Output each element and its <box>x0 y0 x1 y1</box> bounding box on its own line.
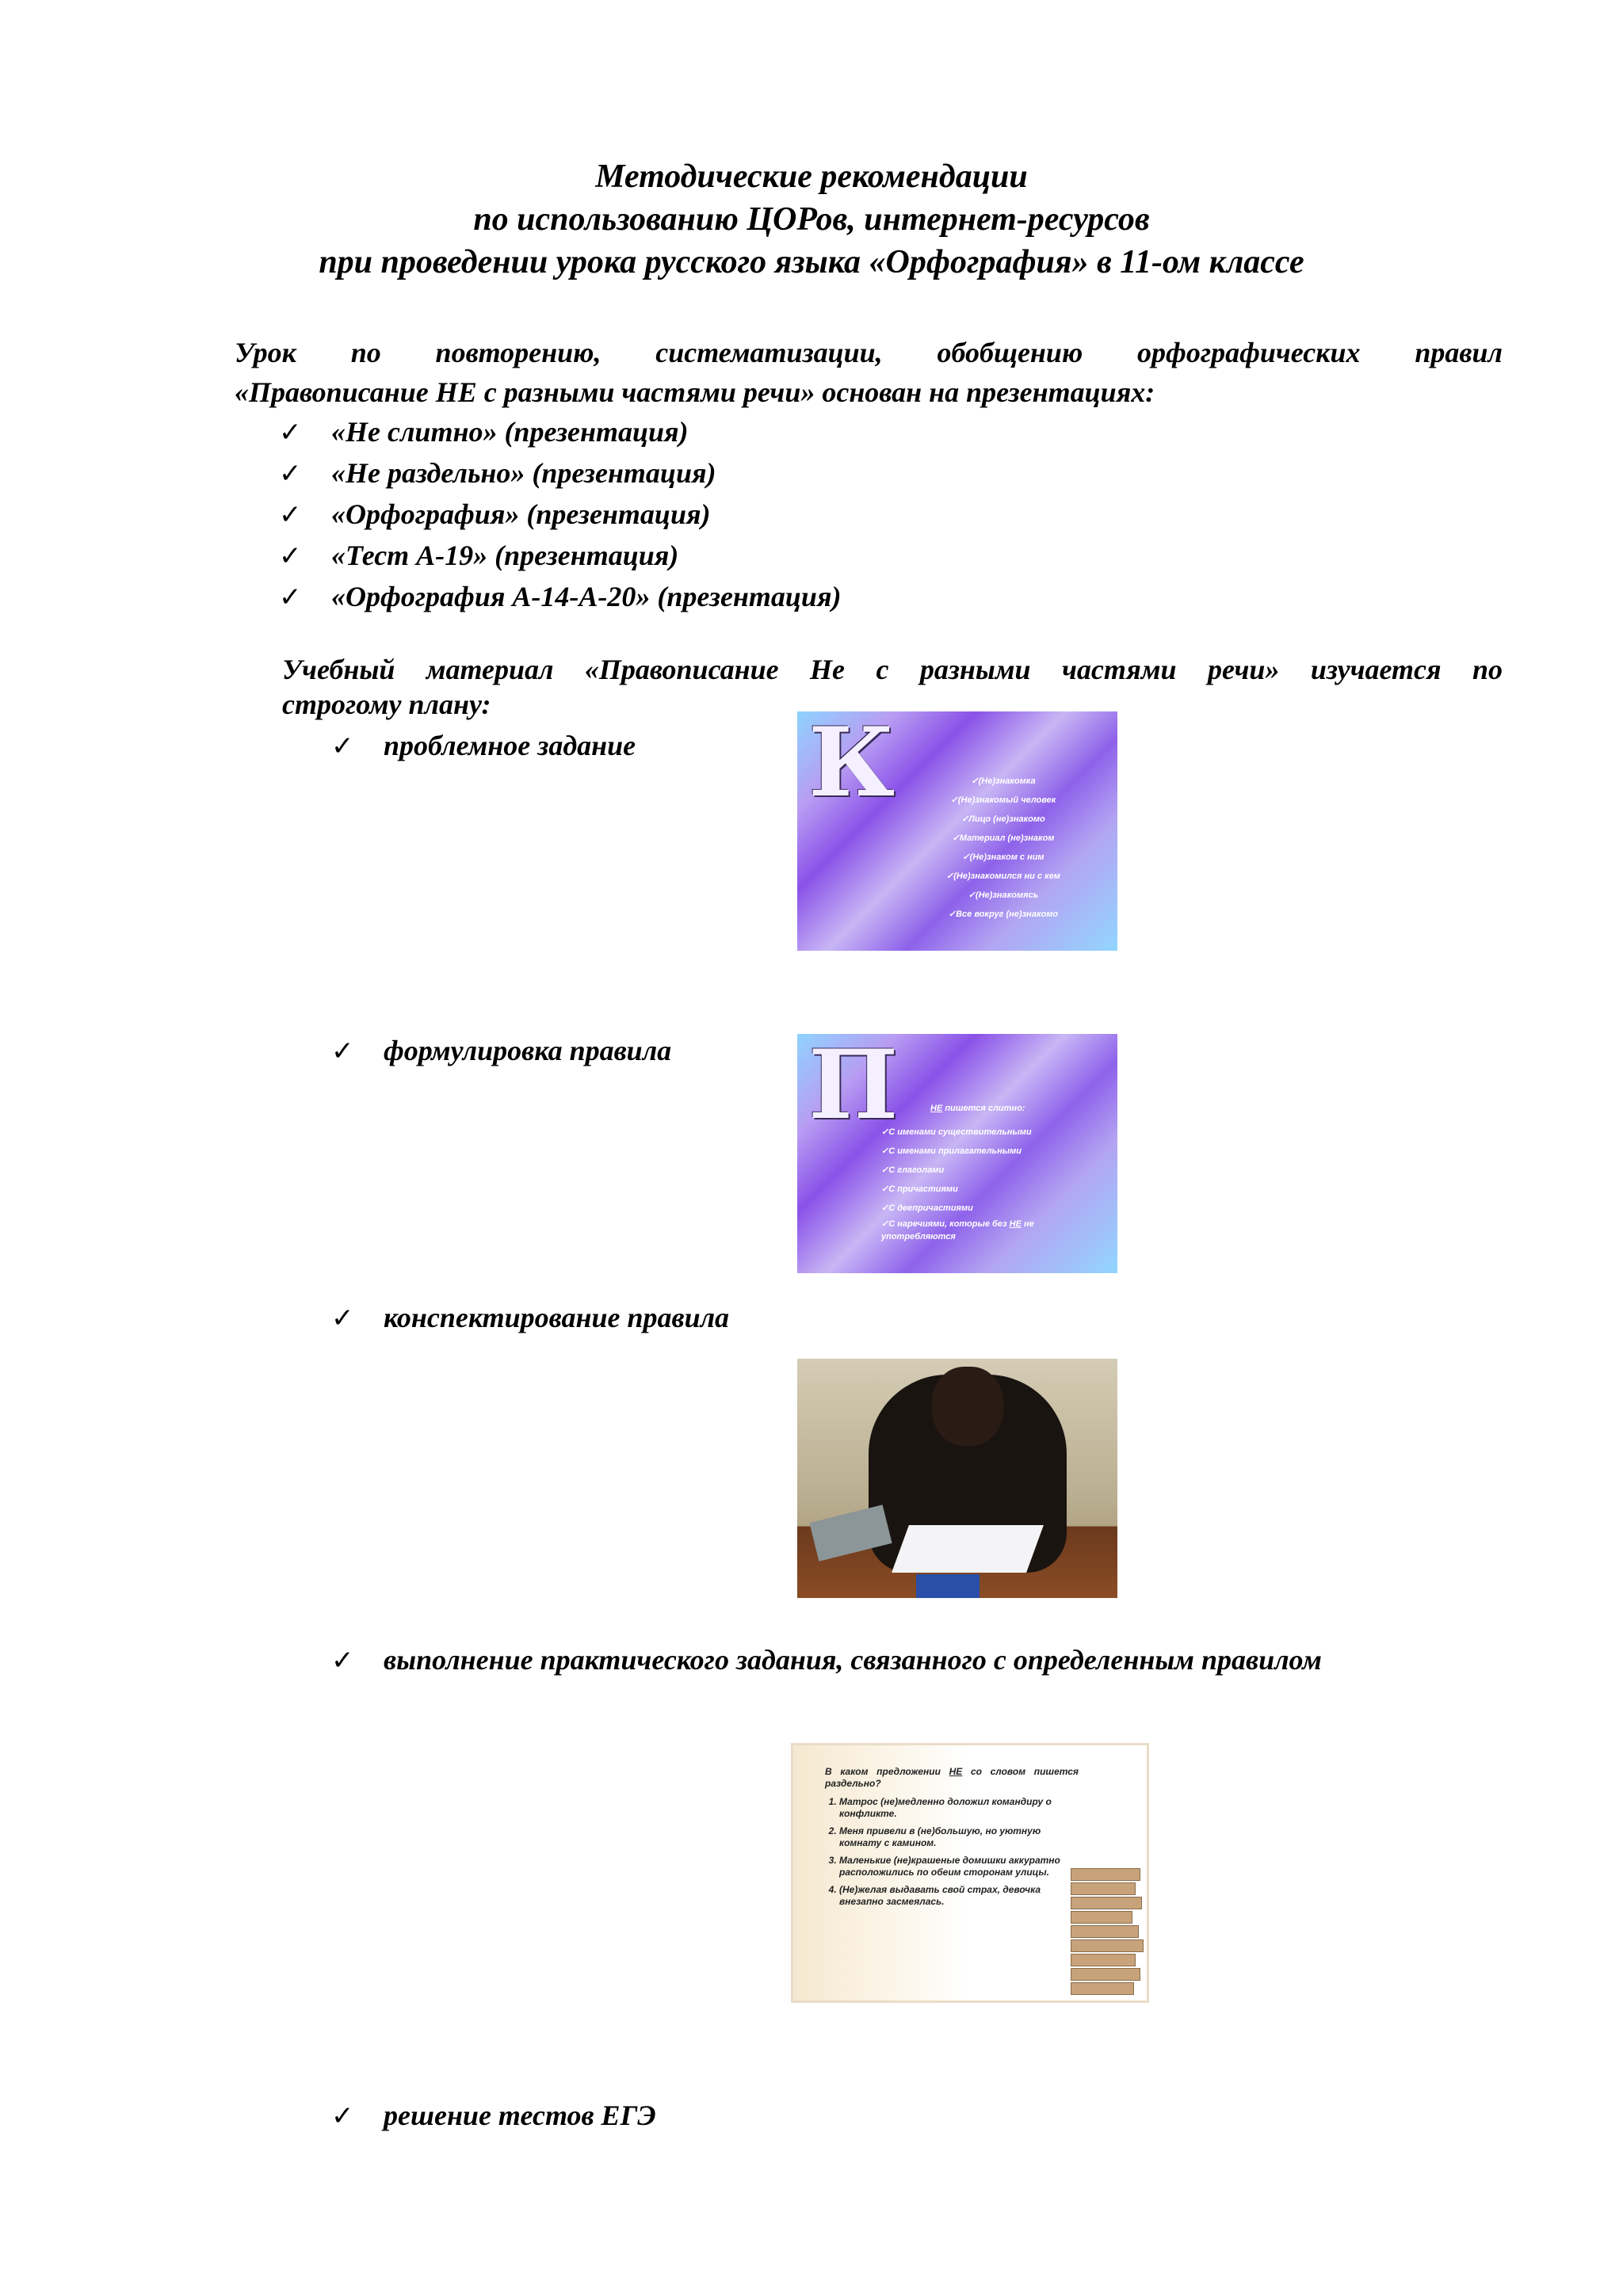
slide-list <box>881 1123 1095 1243</box>
title-line-1: Методические рекомендации <box>595 158 1028 195</box>
list-item: ✓Все вокруг (не)знакомо <box>948 910 1059 919</box>
list-item: ✓(Не)знакомый человек <box>950 795 1056 805</box>
list-item: 3. Маленькие (не)крашеные домишки аккуратно расположились по обеим сторонам улицы. <box>839 1855 1079 1878</box>
list-item: ✓ «Не раздельно» (презентация) <box>279 452 841 494</box>
list-item: ✓С глаголами <box>881 1165 945 1175</box>
list-item: ✓ «Орфография А-14-А-20» (презентация) <box>279 576 841 617</box>
step-ege-tests: ✓ решение тестов ЕГЭ <box>331 2097 656 2134</box>
list-item: 2. Меня привели в (не)большую, но уютную комнату с камином. <box>839 1825 1079 1849</box>
list-item: ✓(Не)знаком с ним <box>962 852 1044 862</box>
check-icon: ✓ <box>331 730 354 762</box>
notebook <box>892 1525 1044 1573</box>
list-item: ✓С именами существительными <box>881 1127 1032 1137</box>
exercise-text <box>825 1766 1079 1913</box>
step-practice: ✓ выполнение практического задания, связанного с определенным правилом <box>331 1642 1322 1679</box>
slide-problem-task <box>797 711 1117 951</box>
list-item: ✓(Не)знакомка <box>971 776 1036 786</box>
check-icon: ✓ <box>279 417 302 448</box>
exercise-options <box>825 1796 1079 1908</box>
slide-rule <box>797 1034 1117 1273</box>
list-item: ✓С именами прилагательными <box>881 1146 1022 1156</box>
student-head <box>932 1367 1003 1446</box>
intro-line-1: Урок по повторению, систематизации, обобщению орфографических правил <box>235 337 1503 368</box>
check-icon: ✓ <box>279 458 302 490</box>
list-item: ✓ «Не слитно» (презентация) <box>279 411 841 452</box>
intro-line-2: «Правописание НЕ с разными частями речи» основан на презентациях: <box>235 376 1155 408</box>
study-line-2: строгому плану: <box>282 688 491 720</box>
slide-exercise <box>791 1743 1149 2003</box>
slide-heading: НЕ пишется слитно: <box>930 1104 1025 1113</box>
check-icon: ✓ <box>279 499 302 531</box>
list-item: ✓(Не)знакомился ни с кем <box>946 871 1060 881</box>
step-problem-task: ✓ проблемное задание <box>331 727 636 765</box>
check-icon: ✓ <box>279 582 302 613</box>
exercise-question: В каком предложении НЕ со словом пишется раздельно? <box>825 1766 1079 1789</box>
list-item: 1. Матрос (не)медленно доложил командиру о конфликте. <box>839 1796 1079 1820</box>
step-rule-notes: ✓ конспектирование правила <box>331 1299 729 1337</box>
title-line-3: при проведении урока русского языка «Орфография» в 11-ом классе <box>319 244 1304 280</box>
list-item: ✓С деепричастиями <box>881 1203 973 1213</box>
title-line-2: по использованию ЦОРов, интернет-ресурсов <box>473 201 1150 238</box>
presentation-list <box>279 411 841 617</box>
check-icon: ✓ <box>331 1035 354 1067</box>
step-rule-formulation: ✓ формулировка правила <box>331 1032 671 1070</box>
check-icon: ✓ <box>331 1302 354 1334</box>
decorative-letter: П <box>808 1034 899 1141</box>
document-title <box>0 155 1623 284</box>
decorative-letter: К <box>808 711 896 818</box>
textbook <box>916 1574 980 1598</box>
list-item: ✓Материал (не)знаком <box>952 833 1055 843</box>
classroom-photo <box>797 1359 1117 1598</box>
slide-list <box>900 772 1106 924</box>
check-icon: ✓ <box>279 540 302 572</box>
list-item: ✓С причастиями <box>881 1184 958 1194</box>
books-stack-icon <box>1071 1868 1142 1995</box>
list-item: ✓(Не)знакомясь <box>968 891 1039 900</box>
check-icon: ✓ <box>331 2100 354 2132</box>
list-item: ✓С наречиями, которые без НЕ не употребляются <box>881 1219 1034 1241</box>
list-item: ✓Лицо (не)знакомо <box>961 814 1045 824</box>
study-line-1: Учебный материал «Правописание Не с разными частями речи» изучается по <box>282 654 1503 685</box>
list-item: 4. (Не)желая выдавать свой страх, девочка внезапно засмеялась. <box>839 1884 1079 1908</box>
list-item: ✓ «Орфография» (презентация) <box>279 494 841 535</box>
list-item: ✓ «Тест А-19» (презентация) <box>279 535 841 576</box>
check-icon: ✓ <box>331 1645 354 1676</box>
